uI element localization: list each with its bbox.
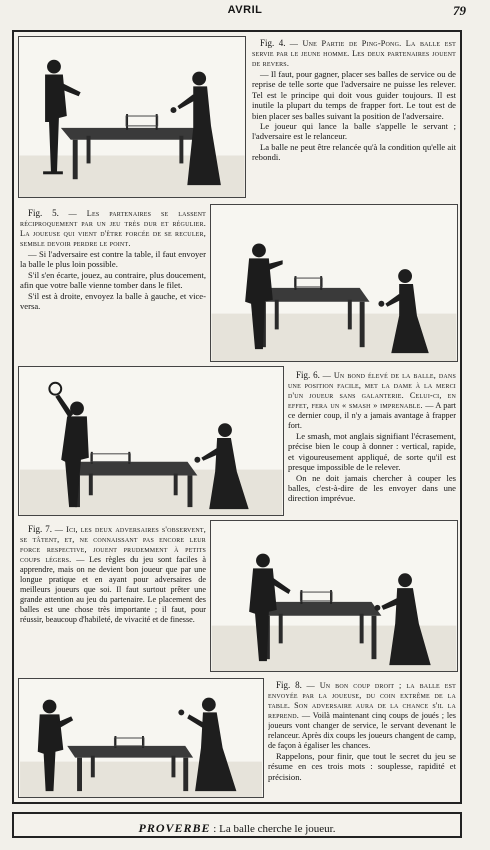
fig5-caption: — Les partenaires se lassent réciproquement par un jeu très dur et régulier. La joueuse qui vient d'être forcée de se reculer, semble devoir perdre le point.: [20, 209, 206, 248]
fig4-caption: — Une Partie de Ping-Pong. La balle est servie par le jeune homme. Les deux partenaires jouent de revers.: [252, 39, 456, 68]
month-title: AVRIL: [227, 4, 263, 16]
fig7-caption: — Ici, les deux adversaires s'observent, se tâtent, et, ne connaissant pas encore leur force respective, jouent prudemment à petits coups légers.: [20, 525, 206, 564]
fig5-label: Fig. 5.: [28, 208, 59, 218]
fig4-para-1: — Il faut, pour gagner, placer ses balles de service ou de reprise de telle sorte que l'adversaire ne puisse les relever. Tel est le principe qui doit vous guider toujours. Il est inutile la plupart du temps de frapper fort. Le tout est de bien placer ses balles suivant la position de l'adversaire.: [252, 69, 456, 121]
page-header: [0, 0, 490, 22]
fig7-label: Fig. 7.: [28, 524, 52, 534]
fig5-para-2: S'il s'en écarte, jouez, au contraire, plus doucement, afin que votre balle vienne tomber dans le filet.: [20, 269, 206, 291]
fig6-label: Fig. 6.: [296, 370, 320, 380]
fig8-scene: [19, 679, 263, 797]
fig4-para-3: La balle ne peut être relancée qu'à la condition qu'elle ait rebondi.: [252, 141, 456, 163]
fig8-caption: — Un bon coup droit ; la balle est envoyée par la joueuse, du coin extrême de la table. Son adversaire aura de la chance s'il la reprend.: [268, 681, 456, 720]
proverb-label: PROVERBE: [138, 821, 211, 835]
fig5-scene: [211, 205, 457, 361]
fig5-para-1: — Si l'adversaire est contre la table, il faut envoyer la balle le plus loin possible.: [20, 249, 206, 270]
page-frame: [12, 30, 462, 804]
fig6-para-2: On ne doit jamais chercher à couper les balles, c'est-à-dire de les envoyer dans une direction imprévue.: [288, 472, 456, 504]
fig6-scene: [19, 367, 283, 515]
fig4-illustration: [18, 36, 246, 198]
fig4-scene: [19, 37, 245, 197]
fig4-text: [252, 38, 456, 204]
fig4-para-2: Le joueur qui lance la balle s'appelle le servant ; l'adversaire est le relanceur.: [252, 121, 456, 142]
fig6-para-1: Le smash, mot anglais signifiant l'écrasement, précise bien le coup à donner : vertical, rapide, et vigoureusement appliqué, de sorte qu'il est presque impossible de le relever.: [288, 431, 456, 473]
fig7-para-lead: — Les règles du jeu sont faciles à apprendre, mais on ne devient bon joueur que par une longue pratique et en ayant pour adversaires de meilleurs joueurs que soi. Il faut surtout prêter une grande attention au jeu du partenaire. Le placement des balles est une chose très importante ; il faut, pour réussir, beaucoup d'habileté, de vivacité et de finesse.: [20, 555, 206, 624]
fig6-illustration: [18, 366, 284, 516]
page-number: 79: [453, 3, 466, 18]
fig6-caption: — Un bond élevé de la balle, dans une position facile, met la dame à la merci d'un joueur sans galanterie. Celui-ci, en effet, fera un « smash » imprenable.: [288, 371, 456, 410]
fig7-text: [20, 524, 206, 674]
fig8-para-1: Rappelons, pour finir, que tout le secret du jeu se résume en ces trois mots : souplesse, rapidité et précision.: [268, 751, 456, 782]
proverb-footer: [12, 812, 462, 838]
fig6-para-lead: — A part ce dernier coup, il n'y a jamais avantage à frapper fort.: [288, 401, 456, 430]
fig8-label: Fig. 8.: [276, 680, 302, 690]
fig7-scene: [211, 521, 457, 671]
proverb-text: La balle cherche le joueur.: [219, 823, 336, 835]
fig8-para-lead: — Voilà maintenant cinq coups de joués ; les joueurs vont changer de service, le servant devenant le relanceur. Après dix coups les joueurs changent de camp, de façon à égaliser les chances.: [268, 711, 456, 750]
fig7-illustration: [210, 520, 458, 672]
fig5-illustration: [210, 204, 458, 362]
fig6-text: [288, 370, 456, 520]
proverb-separator: :: [210, 823, 220, 835]
fig8-illustration: [18, 678, 264, 798]
fig8-text: [268, 680, 456, 800]
fig5-text: [20, 208, 206, 358]
fig5-para-3: S'il est à droite, envoyez la balle à gauche, et vice-versa.: [20, 290, 206, 312]
fig4-label: Fig. 4.: [260, 38, 286, 48]
